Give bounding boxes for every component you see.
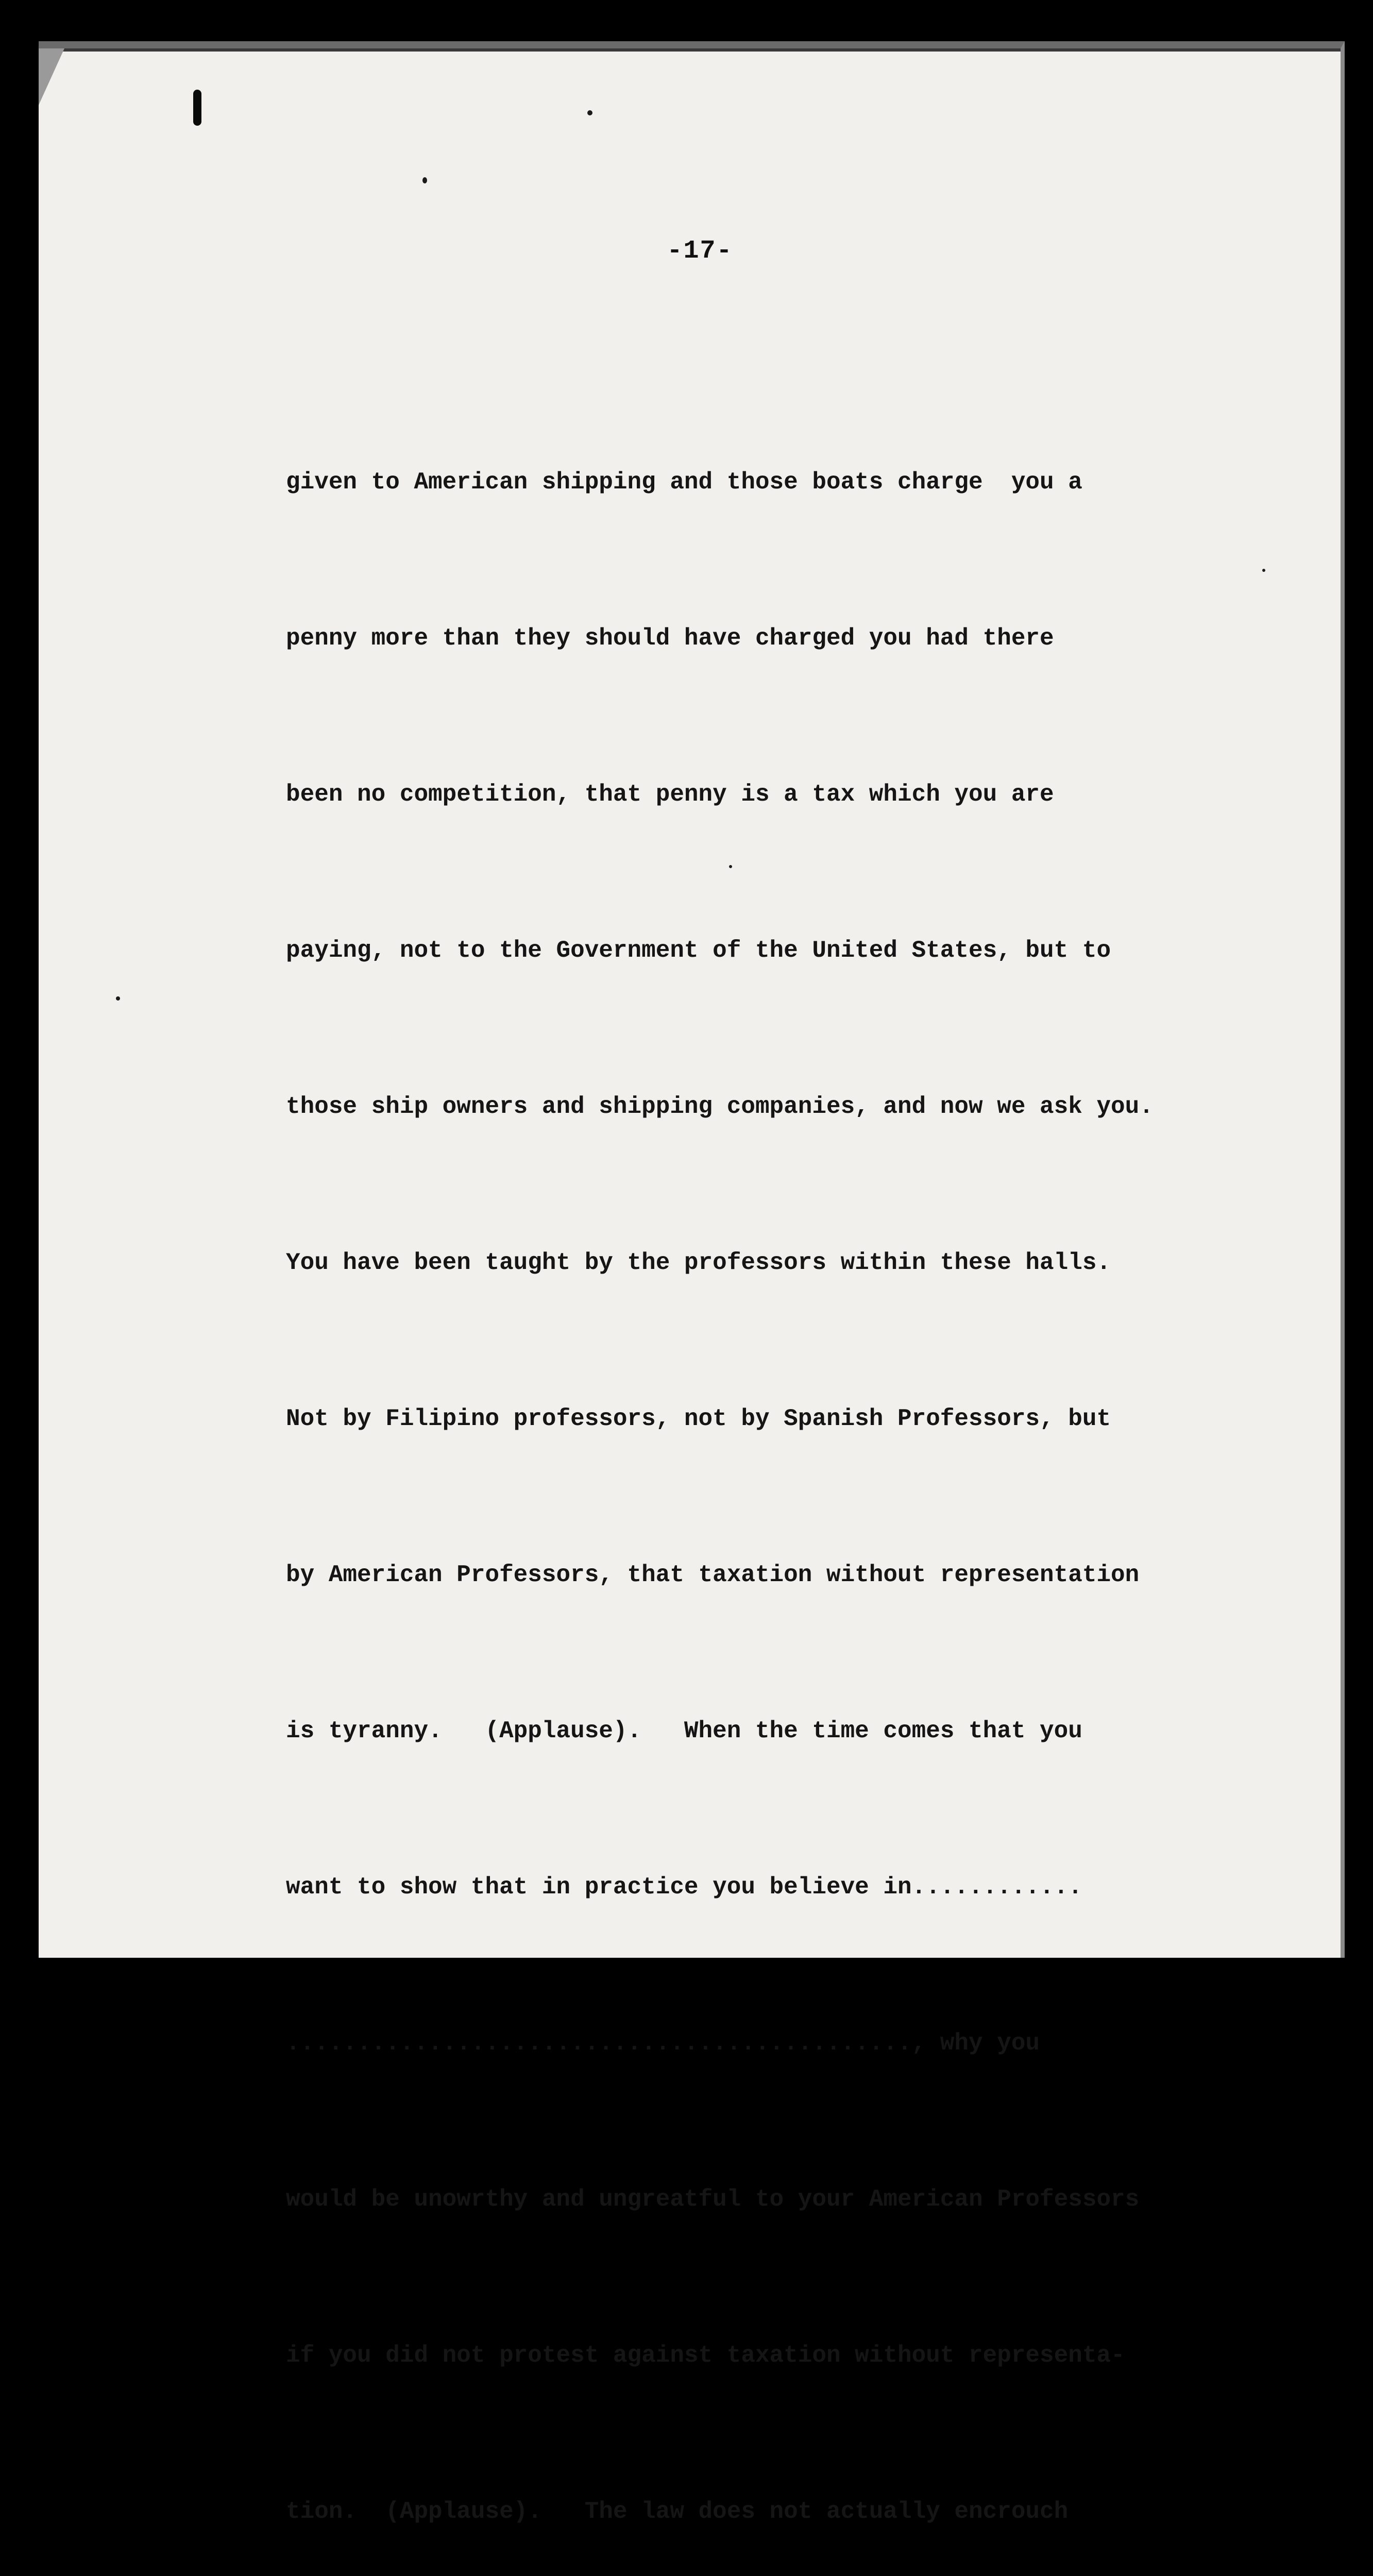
text-line: given to American shipping and those boats charge you a	[286, 469, 1082, 496]
text-line: would be unowrthy and ungreatful to your American Professors	[286, 2186, 1140, 2213]
binding-mark	[193, 90, 201, 126]
text-line: Not by Filipino professors, not by Spanish Professors, but	[286, 1405, 1111, 1432]
text-line: paying, not to the Government of the United States, but to	[286, 937, 1111, 964]
document-page	[39, 41, 1345, 2525]
folded-corner	[39, 48, 64, 105]
page-number: -17-	[667, 236, 733, 266]
text-line: You have been taught by the professors within these halls.	[286, 1249, 1111, 1276]
text-line: is tyranny. (Applause). When the time comes that you	[286, 1718, 1082, 1744]
text-line: penny more than they should have charged you had there	[286, 625, 1054, 652]
text-line: been no competition, that penny is a tax which you are	[286, 781, 1054, 808]
typed-text-body	[286, 352, 1311, 2576]
text-line: those ship owners and shipping companies, and now we ask you.	[286, 1093, 1154, 1120]
text-line: want to show that in practice you believe in............	[286, 1874, 1082, 1901]
text-line: if you did not protest against taxation without representa-	[286, 2342, 1125, 2369]
text-line: tion. (Applause). The law does not actually encrouch	[286, 2498, 1069, 2525]
page-top-edge	[39, 48, 1341, 52]
ink-speck	[422, 177, 427, 183]
ink-speck	[116, 996, 120, 1001]
text-line: by American Professors, that taxation without representation	[286, 1562, 1140, 1588]
text-line: ............................................, why you	[286, 2030, 1040, 2057]
ink-speck	[587, 110, 592, 115]
